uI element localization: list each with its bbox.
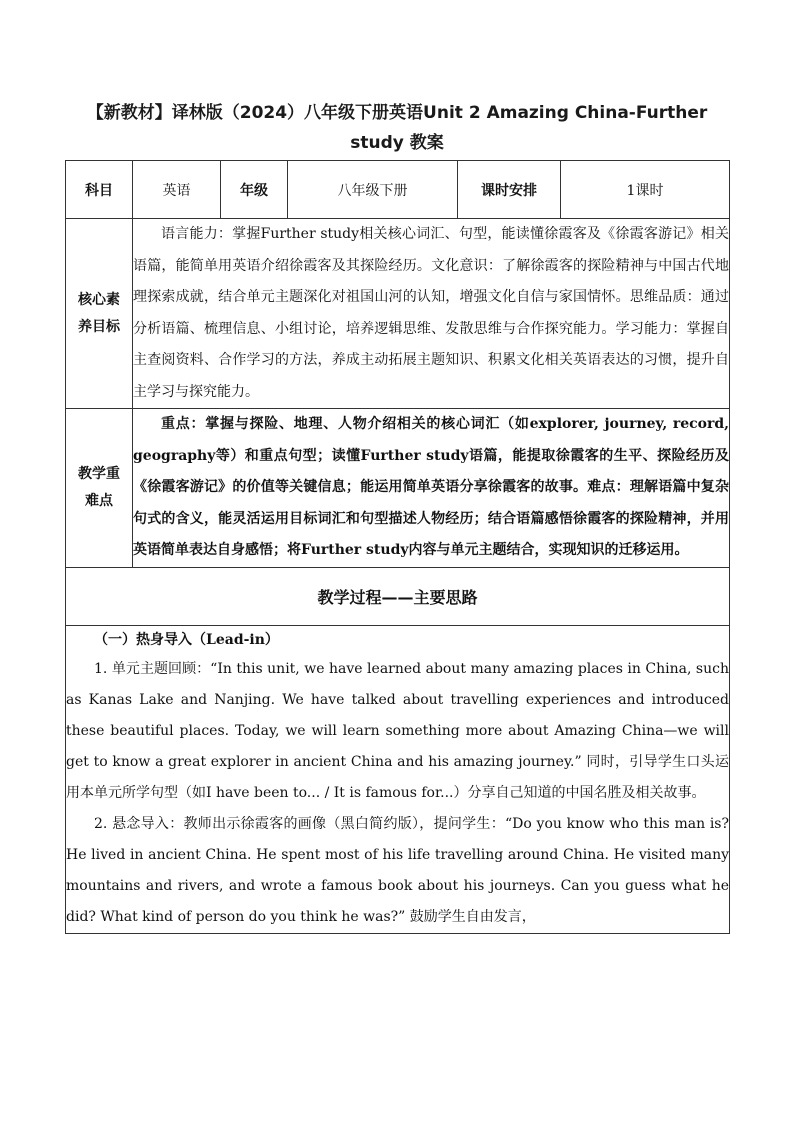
process-section-title: 教学过程——主要思路 bbox=[66, 567, 730, 625]
subject-value: 英语 bbox=[133, 161, 221, 219]
subject-label: 科目 bbox=[66, 161, 133, 219]
key-points-label-line2: 难点 bbox=[85, 492, 113, 509]
core-literacy-label bbox=[66, 219, 133, 409]
lead-in-item-2: 2. 悬念导入：教师出示徐霞客的画像（黑白简约版），提问学生：“Do you know who this man is? He lived in ancient China. He spent most of his life travelling around China. He visited many mountains and rivers, and wrote a famous book about his journeys. Can you guess what he did? What kind of person do you think he was?” 鼓励学生自由发言， bbox=[66, 815, 729, 925]
lead-in-item-1: 1. 单元主题回顾：“In this unit, we have learned about many amazing places in China, such as Kanas Lake and Nanjing. We have talked about travelling experiences and introduced these beautiful places. Today, we will learn something more about Amazing China—we will get to know a great explorer in ancient China and his amazing journey.” 同时，引导学生口头运用本单元所学句型（如I have been to... / It is famous for...）分享自己知道的中国名胜及相关故事。 bbox=[66, 660, 729, 801]
key-points-text: 重点：掌握与探险、地理、人物介绍相关的核心词汇（如explorer, journey, record, geography等）和重点句型；读懂Further study语篇，能提取徐霞客的生平、探险经历及《徐霞客游记》的价值等关键信息；能运用简单英语分享徐霞客的故事。难点：理解语篇中复杂句式的含义，能灵活运用目标词汇和句型描述人物经历；结合语篇感悟徐霞客的探险精神，并用英语简单表达自身感悟；将Further study内容与单元主题结合，实现知识的迁移运用。 bbox=[133, 409, 730, 568]
grade-value: 八年级下册 bbox=[288, 161, 458, 219]
lead-in-subheading: （一）热身导入（Lead-in） bbox=[94, 631, 279, 648]
title-line-1: 【新教材】译林版（2024）八年级下册英语Unit 2 Amazing China-Further bbox=[86, 103, 708, 123]
core-literacy-label-line1: 核心素 bbox=[78, 291, 120, 308]
core-literacy-row bbox=[66, 219, 730, 409]
process-content-row bbox=[66, 625, 730, 933]
core-literacy-label-line2: 养目标 bbox=[78, 318, 120, 335]
grade-label: 年级 bbox=[221, 161, 288, 219]
schedule-value: 1课时 bbox=[561, 161, 730, 219]
process-content bbox=[66, 625, 730, 933]
document-title bbox=[66, 98, 728, 158]
core-literacy-text: 语言能力：掌握Further study相关核心词汇、句型，能读懂徐霞客及《徐霞客游记》相关语篇，能简单用英语介绍徐霞客及其探险经历。文化意识：了解徐霞客的探险精神与中国古代地理探索成就，结合单元主题深化对祖国山河的认知，增强文化自信与家国情怀。思维品质：通过分析语篇、梳理信息、小组讨论，培养逻辑思维、发散思维与合作探究能力。学习能力：掌握自主查阅资料、合作学习的方法，养成主动拓展主题知识、积累文化相关英语表达的习惯，提升自主学习与探究能力。 bbox=[133, 219, 730, 409]
lesson-plan-table bbox=[65, 160, 730, 934]
key-points-row bbox=[66, 409, 730, 568]
schedule-label: 课时安排 bbox=[458, 161, 561, 219]
process-title-row bbox=[66, 567, 730, 625]
key-points-label-line1: 教学重 bbox=[78, 465, 120, 482]
key-points-label bbox=[66, 409, 133, 568]
header-row bbox=[66, 161, 730, 219]
title-line-2: study 教案 bbox=[350, 133, 444, 153]
